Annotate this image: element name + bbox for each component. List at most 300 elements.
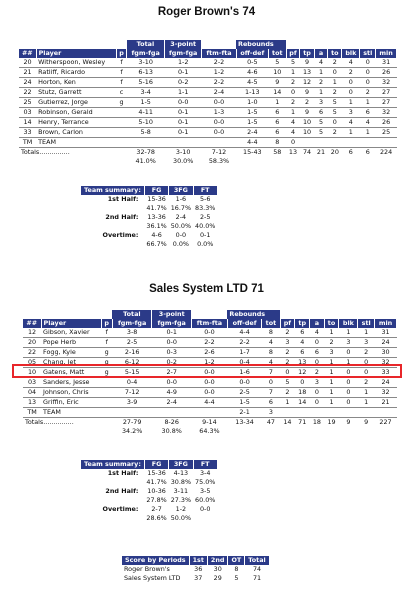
stat-cell: 0 — [339, 348, 358, 358]
totals-value: 74 — [302, 148, 312, 156]
summary-value: 3-11 — [173, 487, 189, 495]
periods-score: 74 — [252, 565, 262, 573]
percent-value: 64.3% — [199, 427, 220, 435]
summary-label: Overtime: — [102, 505, 139, 513]
column-header-row — [19, 49, 397, 58]
stat-cell: 3-10 — [127, 58, 165, 68]
stat-cell: 0-0 — [152, 338, 192, 348]
column-header: blk — [339, 319, 358, 328]
stat-cell: 2-2 — [202, 58, 236, 68]
stat-cell: 9 — [300, 88, 314, 98]
summary-value: 0.0% — [197, 240, 214, 248]
stat-cell: f — [116, 68, 127, 78]
summary-value: 16.7% — [170, 204, 192, 212]
stat-cell: 5 — [328, 108, 342, 118]
stat-cell: 13 — [300, 68, 314, 78]
column-header: fgm-fga — [152, 319, 192, 328]
summary-label — [81, 204, 144, 213]
group-3point: 3-point — [164, 40, 202, 49]
stat-cell: 05 — [23, 358, 41, 368]
stat-cell: 6 — [269, 108, 286, 118]
summary-value: 1-2 — [175, 505, 187, 513]
totals-value: 7-12 — [211, 148, 227, 156]
team-2-summary — [81, 460, 218, 523]
stat-cell: 2 — [286, 78, 300, 88]
totals-value: 8-26 — [164, 418, 179, 426]
stat-cell: 31 — [376, 58, 397, 68]
periods-score: 36 — [194, 565, 203, 573]
stat-cell: 1-13 — [236, 88, 269, 98]
stat-cell: 12 — [23, 328, 41, 338]
header-spacer — [19, 40, 127, 49]
totals-value: 27-79 — [122, 418, 142, 426]
summary-value: 2-5 — [199, 213, 211, 221]
stat-cell: 14 — [295, 398, 310, 408]
stat-cell: 6 — [269, 118, 286, 128]
stat-cell: 2 — [328, 128, 342, 138]
stat-cell: 1 — [286, 68, 300, 78]
stat-cell: 2 — [328, 58, 342, 68]
stat-cell: 1-5 — [236, 118, 269, 128]
stat-cell: 1-3 — [202, 108, 236, 118]
summary-value: 13-36 — [147, 213, 166, 221]
summary-value: 0-0 — [175, 231, 187, 239]
stat-cell: 12 — [300, 78, 314, 88]
stat-cell: 1 — [358, 388, 375, 398]
player-row — [19, 68, 397, 78]
group-rebounds: Rebounds — [227, 310, 280, 319]
stat-cell: 4 — [295, 338, 310, 348]
stat-cell: 5-10 — [127, 118, 165, 128]
summary-label: 2nd Half: — [105, 213, 139, 221]
player-row — [23, 388, 397, 398]
summary-value: 27.3% — [170, 496, 192, 504]
column-header: pf — [280, 319, 295, 328]
column-header: a — [310, 319, 324, 328]
stat-cell: 0-0 — [202, 98, 236, 108]
stat-cell: 3-4 — [127, 88, 165, 98]
totals-value: 6 — [365, 148, 370, 156]
totals-value: 20 — [330, 148, 339, 156]
stat-cell: 22 — [19, 88, 36, 98]
totals-value: 3-10 — [175, 148, 191, 156]
summary-value: 15-36 — [147, 195, 166, 203]
stat-cell: 2-2 — [202, 78, 236, 88]
stat-cell: 4-4 — [236, 138, 269, 148]
stat-cell — [112, 408, 152, 418]
periods-score: 30 — [213, 565, 222, 573]
summary-label: 1st Half: — [107, 469, 139, 477]
player-row — [23, 328, 397, 338]
summary-row — [81, 496, 217, 505]
stat-cell: 7 — [262, 388, 280, 398]
stat-cell — [280, 408, 295, 418]
totals-value: 224 — [379, 148, 393, 156]
stat-cell: 2 — [310, 368, 324, 378]
stat-cell: 6-13 — [127, 68, 165, 78]
highlighted-row-box — [12, 364, 402, 378]
stat-cell: 1-2 — [164, 58, 202, 68]
stat-cell: 1 — [358, 398, 375, 408]
percent-row — [19, 157, 397, 166]
stat-cell: 2 — [300, 98, 314, 108]
stat-cell: 0-3 — [152, 348, 192, 358]
stat-cell: g — [101, 368, 112, 378]
stat-cell: 5 — [314, 128, 328, 138]
stat-cell: 2 — [342, 68, 360, 78]
player-row — [19, 138, 397, 148]
column-header: min — [376, 49, 397, 58]
summary-header: Team summary: — [81, 460, 144, 469]
totals-value: 58 — [273, 148, 282, 156]
stat-cell: 0-0 — [191, 368, 227, 378]
stat-cell: 4 — [286, 128, 300, 138]
column-header: ## — [19, 49, 36, 58]
column-header: p — [116, 49, 127, 58]
stat-cell — [116, 138, 127, 148]
stat-cell — [310, 408, 324, 418]
stat-cell: 24 — [375, 338, 397, 348]
stat-cell: 0 — [262, 378, 280, 388]
player-name: Ratliff, Ricardo — [36, 68, 116, 78]
stat-cell: 4-4 — [227, 328, 261, 338]
stat-cell: 0 — [286, 138, 300, 148]
stat-cell: 14 — [269, 88, 286, 98]
periods-score: 29 — [213, 574, 222, 582]
stat-cell — [339, 408, 358, 418]
stat-cell: TM — [23, 408, 41, 418]
player-row — [23, 378, 397, 388]
stat-cell — [376, 138, 397, 148]
percent-value: 58.3% — [208, 157, 230, 165]
summary-label — [81, 222, 144, 231]
periods-header: 2nd — [207, 556, 228, 565]
summary-value: 2-4 — [175, 213, 187, 221]
stat-cell: 4 — [310, 328, 324, 338]
summary-row — [81, 213, 217, 222]
summary-value: 83.3% — [195, 204, 216, 212]
stat-cell — [116, 108, 127, 118]
summary-label — [81, 240, 144, 249]
periods-score: 37 — [194, 574, 203, 582]
player-row — [19, 78, 397, 88]
stat-cell: 1 — [286, 108, 300, 118]
stat-cell: 26 — [376, 68, 397, 78]
stat-cell: 1 — [358, 328, 375, 338]
player-name: Brown, Carlon — [36, 128, 116, 138]
stat-cell: 0 — [360, 58, 376, 68]
stat-cell: 3 — [314, 98, 328, 108]
totals-value: 6 — [348, 148, 353, 156]
stat-cell: 0-1 — [164, 128, 202, 138]
player-name: Pope Herb — [41, 338, 101, 348]
stat-cell: 8 — [262, 328, 280, 338]
column-header: ## — [23, 319, 41, 328]
stat-cell: 0 — [280, 368, 295, 378]
stat-cell: 5 — [328, 98, 342, 108]
stat-cell: 5 — [286, 58, 300, 68]
periods-team: Roger Brown's — [124, 565, 170, 573]
stat-cell: 0 — [328, 118, 342, 128]
stat-cell — [328, 138, 342, 148]
percent-value: 30.0% — [173, 157, 194, 165]
stat-cell: 20 — [23, 338, 41, 348]
stat-cell: 10 — [269, 68, 286, 78]
stat-cell: 5 — [280, 378, 295, 388]
totals-value: 47 — [266, 418, 275, 426]
player-name: TEAM — [36, 138, 116, 148]
totals-row — [19, 148, 397, 158]
column-header: ftm-fta — [202, 49, 236, 58]
column-header: off-def — [236, 49, 269, 58]
score-by-periods — [122, 556, 270, 583]
totals-value: 13-34 — [235, 418, 254, 426]
summary-header: FG — [144, 186, 168, 195]
stat-cell: 8 — [262, 348, 280, 358]
stat-cell: 1 — [324, 398, 339, 408]
totals-value: 14 — [283, 418, 292, 426]
summary-header: FG — [144, 460, 168, 469]
summary-value: 3-5 — [199, 487, 211, 495]
summary-row — [81, 231, 217, 240]
summary-value: 41.7% — [146, 478, 167, 486]
stat-cell: 32 — [375, 358, 397, 368]
column-header: Player — [36, 49, 116, 58]
stat-cell: 3 — [324, 348, 339, 358]
stat-cell: 10 — [300, 128, 314, 138]
summary-header: FT — [193, 186, 217, 195]
stat-cell: 7-12 — [112, 388, 152, 398]
stat-cell: 1 — [339, 328, 358, 338]
stat-cell: 2 — [314, 78, 328, 88]
stat-cell: 6 — [295, 348, 310, 358]
stat-cell: 2 — [286, 98, 300, 108]
summary-row — [81, 195, 217, 204]
stat-cell: g — [116, 98, 127, 108]
stat-cell: 0 — [339, 368, 358, 378]
summary-row — [81, 505, 217, 514]
stat-cell: 4 — [342, 58, 360, 68]
stat-cell: 25 — [19, 98, 36, 108]
stat-cell: 4 — [262, 338, 280, 348]
stat-cell: g — [101, 358, 112, 368]
column-header: stl — [358, 319, 375, 328]
stat-cell — [116, 128, 127, 138]
stat-cell: 2 — [360, 88, 376, 98]
totals-value: 227 — [379, 418, 392, 426]
player-row — [19, 88, 397, 98]
stat-cell: 04 — [23, 388, 41, 398]
stat-cell — [295, 408, 310, 418]
column-header: tp — [295, 319, 310, 328]
totals-value: 32-78 — [136, 148, 155, 156]
summary-value: 41.7% — [146, 204, 167, 212]
player-name: Gatens, Matt — [41, 368, 101, 378]
stat-cell: 4 — [314, 58, 328, 68]
summary-header-row — [81, 186, 217, 195]
spacer — [19, 157, 127, 166]
summary-header: 3FG — [169, 460, 193, 469]
stat-cell: 4-11 — [127, 108, 165, 118]
stat-cell — [116, 118, 127, 128]
column-header: min — [375, 319, 397, 328]
totals-value: 18 — [312, 418, 321, 426]
stat-cell — [101, 398, 112, 408]
header-spacer — [286, 40, 396, 49]
stat-cell: 1-7 — [227, 348, 261, 358]
stat-cell: 0-0 — [191, 328, 227, 338]
player-row — [23, 408, 397, 418]
group-header-row — [19, 40, 397, 49]
periods-header: OT — [228, 556, 245, 565]
header-spacer — [280, 310, 396, 319]
stat-cell: 1 — [324, 378, 339, 388]
summary-value: 3-4 — [199, 469, 211, 477]
stat-cell: 6 — [295, 328, 310, 338]
stat-cell: g — [101, 348, 112, 358]
column-header: p — [101, 319, 112, 328]
stat-cell: 0-4 — [112, 378, 152, 388]
stat-cell: 0 — [310, 398, 324, 408]
stat-cell: 0 — [339, 378, 358, 388]
stat-cell — [101, 378, 112, 388]
stat-cell: 0 — [310, 358, 324, 368]
periods-team: Sales System LTD — [124, 574, 181, 582]
stat-cell — [300, 138, 314, 148]
stat-cell: 2-5 — [227, 388, 261, 398]
stat-cell: 1 — [360, 98, 376, 108]
stat-cell: 6 — [310, 348, 324, 358]
stat-cell: 5 — [269, 58, 286, 68]
summary-label — [81, 496, 144, 505]
stat-cell: 2 — [280, 358, 295, 368]
column-header: off-def — [227, 319, 261, 328]
stat-cell: 0 — [310, 388, 324, 398]
stat-cell: 22 — [23, 348, 41, 358]
summary-label — [81, 514, 144, 523]
stat-cell: 4-9 — [152, 388, 192, 398]
player-name: Chang, Jet — [41, 358, 101, 368]
stat-cell — [164, 138, 202, 148]
stat-cell — [127, 138, 165, 148]
stat-cell: 21 — [19, 68, 36, 78]
stat-cell: 4-6 — [236, 68, 269, 78]
stat-cell: 0-1 — [164, 68, 202, 78]
summary-row — [81, 204, 217, 213]
stat-cell — [101, 408, 112, 418]
spacer — [23, 427, 112, 436]
stat-cell: 4 — [286, 118, 300, 128]
stat-cell: 0 — [339, 398, 358, 408]
periods-score: 71 — [252, 574, 262, 582]
column-header: a — [314, 49, 328, 58]
stat-cell: 0-0 — [191, 388, 227, 398]
stat-cell — [342, 138, 360, 148]
stat-cell: 24 — [375, 378, 397, 388]
player-name: Robinson, Gerald — [36, 108, 116, 118]
stat-cell: 25 — [376, 128, 397, 138]
stat-cell: 2 — [328, 88, 342, 98]
stat-cell: 33 — [19, 128, 36, 138]
stat-cell: 2 — [280, 388, 295, 398]
stat-cell: 2 — [280, 328, 295, 338]
stat-cell: 32 — [376, 78, 397, 88]
periods-header: Score by Periods — [122, 556, 189, 565]
stat-cell: 0 — [286, 88, 300, 98]
summary-value: 5-6 — [199, 195, 211, 203]
stat-cell: 1 — [324, 328, 339, 338]
stat-cell: 8 — [269, 138, 286, 148]
summary-label — [81, 478, 144, 487]
summary-label: 1st Half: — [107, 195, 139, 203]
totals-value: 13 — [288, 148, 298, 156]
stat-cell: 0 — [358, 368, 375, 378]
player-row — [23, 338, 397, 348]
stat-cell: 0 — [360, 78, 376, 88]
periods-row — [122, 565, 269, 574]
column-header: to — [324, 319, 339, 328]
stat-cell: 6 — [314, 108, 328, 118]
stat-cell: 18 — [295, 388, 310, 398]
stat-cell: 0-0 — [202, 118, 236, 128]
stat-cell: 4 — [360, 118, 376, 128]
group-rebounds: Rebounds — [236, 40, 286, 49]
stat-cell: 0 — [339, 388, 358, 398]
stat-cell: f — [101, 328, 112, 338]
percent-value: 30.8% — [161, 427, 182, 435]
stat-cell: 27 — [376, 98, 397, 108]
player-name: Sanders, Jesse — [41, 378, 101, 388]
totals-value: 9-14 — [202, 418, 217, 426]
stat-cell: 0 — [360, 68, 376, 78]
stat-cell: 4-4 — [191, 398, 227, 408]
stat-cell: 03 — [23, 378, 41, 388]
periods-score: 8 — [234, 565, 239, 573]
stat-cell: c — [116, 88, 127, 98]
player-name: Henry, Terrance — [36, 118, 116, 128]
stat-cell: 0-2 — [152, 358, 192, 368]
stat-cell: 2-2 — [227, 338, 261, 348]
periods-score: 5 — [234, 574, 239, 582]
summary-row — [81, 240, 217, 249]
team-1-title: Roger Brown's 74 — [157, 6, 256, 18]
summary-value: 4-6 — [151, 231, 162, 239]
stat-cell: 5-15 — [112, 368, 152, 378]
group-total: Total — [112, 310, 152, 319]
stat-cell: 4 — [342, 118, 360, 128]
stat-cell: 0-0 — [202, 128, 236, 138]
summary-value: 30.8% — [170, 478, 192, 486]
stat-cell: 2-4 — [236, 128, 269, 138]
stat-cell: 2 — [358, 348, 375, 358]
stat-cell: 1-1 — [164, 88, 202, 98]
stat-cell — [324, 408, 339, 418]
summary-value: 15-36 — [147, 469, 166, 477]
column-header: blk — [342, 49, 360, 58]
stat-cell: 1-0 — [236, 98, 269, 108]
column-header: fgm-fga — [127, 49, 165, 58]
summary-value: 50.0% — [170, 222, 192, 230]
stat-cell: f — [101, 338, 112, 348]
stat-cell: 5-8 — [127, 128, 165, 138]
stat-cell: 1 — [342, 128, 360, 138]
stat-cell: 0 — [342, 88, 360, 98]
summary-row — [81, 487, 217, 496]
summary-value: 1-6 — [175, 195, 187, 203]
stat-cell: 30 — [375, 348, 397, 358]
stat-cell: 13 — [23, 398, 41, 408]
percent-row — [23, 427, 397, 436]
